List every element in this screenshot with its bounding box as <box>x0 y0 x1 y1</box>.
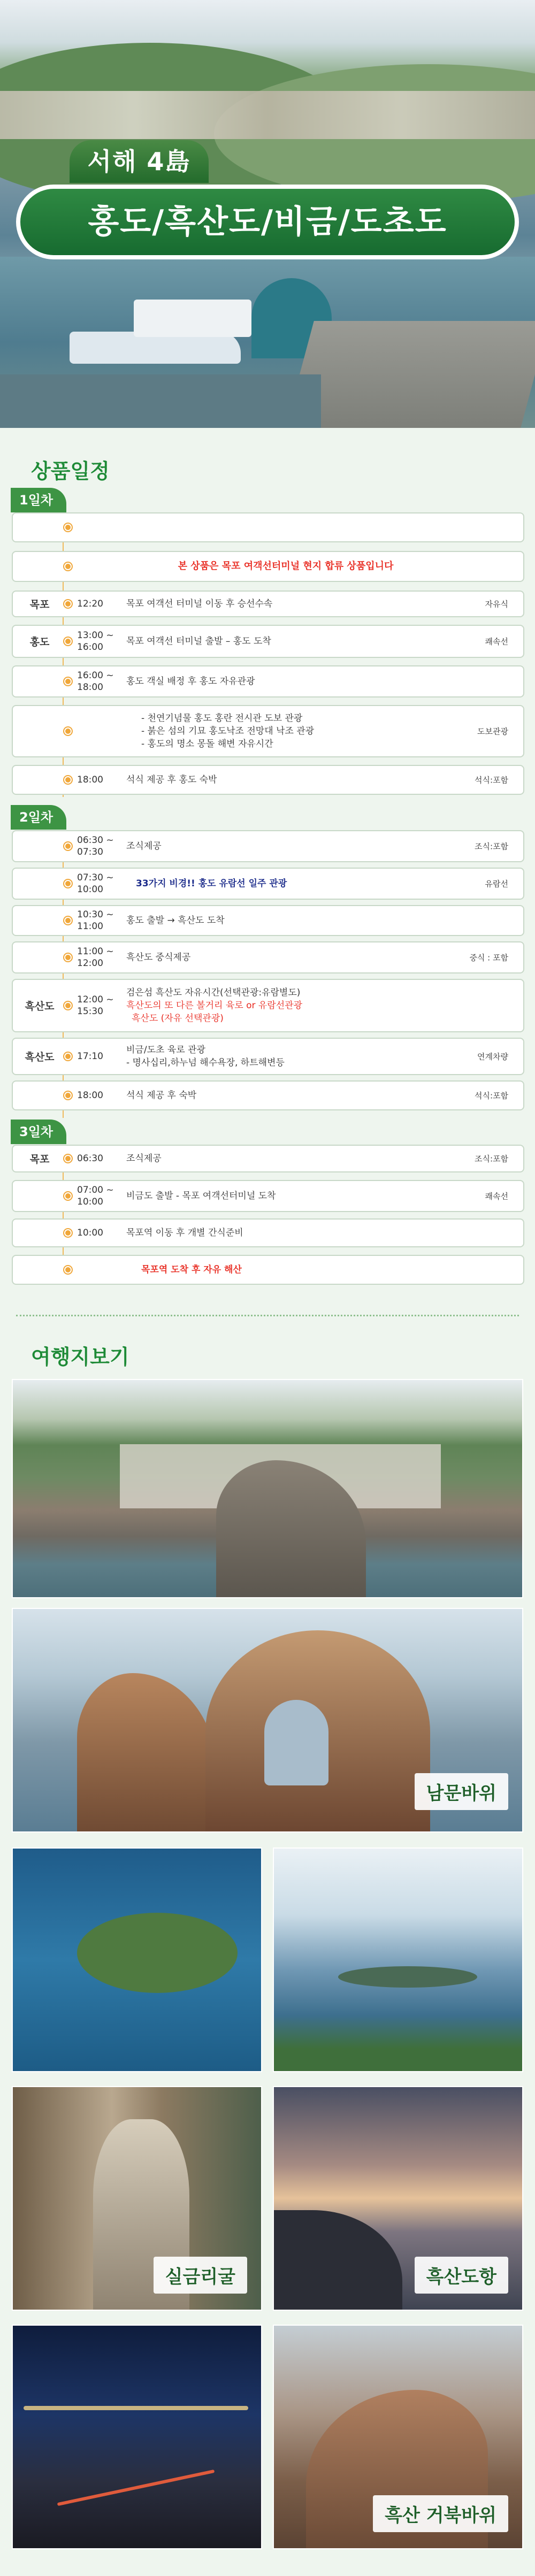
row-time: 18:00 <box>77 775 103 785</box>
row-desc: 흑산도 중식제공 <box>126 952 191 963</box>
schedule-row <box>12 1218 524 1247</box>
row-desc <box>141 712 473 750</box>
schedule-row <box>12 1180 524 1212</box>
timeline-dot <box>64 1229 72 1237</box>
schedule-row <box>12 979 524 1032</box>
notice-text: 목포역 도착 후 자유 해산 <box>141 1264 242 1275</box>
photo-caption: 실금리굴 <box>154 2257 247 2294</box>
row-time: 10:00 <box>77 1228 103 1238</box>
row-note: 도보관광 <box>477 726 508 737</box>
schedule-row <box>12 868 524 900</box>
gallery-photo-sea-view <box>273 1847 523 2072</box>
schedule-row <box>12 765 524 795</box>
day1-label: 1일차 <box>11 488 66 512</box>
row-desc: 석식 제공 후 홍도 숙박 <box>126 775 217 785</box>
timeline-dot <box>64 842 72 850</box>
timeline-dot <box>64 524 72 531</box>
row-desc: 목포역 이동 후 개별 간식준비 <box>126 1228 243 1238</box>
schedule-row <box>12 941 524 973</box>
schedule-row <box>12 830 524 862</box>
hero-title: 홍도/흑산도/비금/도초도 <box>20 189 515 255</box>
schedule-row <box>12 705 524 757</box>
timeline-dot <box>64 917 72 924</box>
schedule-row <box>12 1145 524 1172</box>
desc-line: 검은섬 흑산도 자유시간(선택관광:유람별도) <box>126 987 301 998</box>
timeline-dot <box>64 563 72 570</box>
desc-line: 흑산도의 또 다른 볼거리 육로 or 유람선관광 <box>126 1000 302 1011</box>
row-desc: 목포 여객선 터미널 출발 – 홍도 도착 <box>126 636 271 647</box>
schedule-row <box>12 665 524 697</box>
photo-caption: 남문바위 <box>415 1773 508 1810</box>
gallery-title: 여행지보기 <box>31 1345 129 1369</box>
desc-line: 비금/도초 육로 관광 <box>126 1045 205 1055</box>
photo-caption: 흑산 거북바위 <box>373 2495 508 2532</box>
row-time: 12:20 <box>77 599 103 609</box>
row-note: 유람선 <box>485 879 508 889</box>
row-time: 16:00 ~ 18:00 <box>77 670 114 693</box>
schedule-row <box>12 905 524 936</box>
timeline-dot <box>64 1053 72 1060</box>
row-note: 조식:포함 <box>474 841 508 852</box>
desc-line: 흑산도 (자유 선택관광) <box>132 1013 224 1024</box>
day2-label: 2일차 <box>11 805 66 830</box>
desc-line: - 붉은 섬의 기묘 홍도낙조 전망대 낙조 관광 <box>141 726 315 737</box>
timeline-dot <box>64 678 72 685</box>
row-desc: 33가지 비경!! 홍도 유람선 일주 관광 <box>136 878 287 889</box>
row-time: 18:00 <box>77 1090 103 1101</box>
row-note: 쾌속선 <box>485 1191 508 1201</box>
row-place: 목포 <box>29 599 50 611</box>
timeline-dot <box>64 776 72 784</box>
row-note: 조식:포함 <box>474 1154 508 1164</box>
row-note: 석식:포함 <box>474 1091 508 1101</box>
notice-text: 본 상품은 목포 여객선터미널 현지 합류 상품입니다 <box>178 561 394 572</box>
row-time: 13:00 ~ 16:00 <box>77 630 114 653</box>
row-desc: 비금도 출발 - 목포 여객선터미널 도착 <box>126 1191 276 1201</box>
gallery-photo-turtle-rock <box>273 2325 523 2549</box>
row-time: 10:30 ~ 11:00 <box>77 909 114 932</box>
timeline-dot <box>64 1155 72 1162</box>
schedule-title: 상품일정 <box>31 459 110 483</box>
hero-title-frame <box>16 185 519 259</box>
row-time: 12:00 ~ 15:30 <box>77 994 114 1017</box>
gallery-photo-silgeumni-cave <box>12 2086 262 2311</box>
schedule-row <box>12 1255 524 1285</box>
timeline-dot <box>64 1002 72 1009</box>
schedule-row <box>12 551 524 582</box>
timeline-dot <box>64 1192 72 1200</box>
row-place: 홍도 <box>29 636 50 648</box>
schedule-row <box>12 1038 524 1075</box>
gallery-photo-island-aerial <box>12 1847 262 2072</box>
photo-caption: 흑산도항 <box>415 2257 508 2294</box>
row-desc: 석식 제공 후 숙박 <box>126 1090 197 1101</box>
row-note: 쾌속선 <box>485 637 508 647</box>
row-desc: 조식제공 <box>126 1153 162 1164</box>
timeline-dot <box>64 954 72 961</box>
row-place: 목포 <box>29 1153 50 1166</box>
schedule-row <box>12 625 524 658</box>
row-note: 중식 : 포함 <box>469 953 508 963</box>
row-note: 석식:포함 <box>474 775 508 785</box>
timeline-dot <box>64 880 72 887</box>
row-time: 17:10 <box>77 1051 103 1062</box>
row-place: 흑산도 <box>25 1051 55 1063</box>
timeline-dot <box>64 638 72 645</box>
timeline-dot <box>64 1092 72 1099</box>
row-time: 11:00 ~ 12:00 <box>77 946 114 969</box>
row-desc: 목포 여객선 터미널 이동 후 승선수속 <box>126 599 273 609</box>
row-place: 흑산도 <box>25 1000 55 1013</box>
gallery-photo-harbor <box>12 1379 523 1598</box>
timeline-dot <box>64 600 72 608</box>
day3-label: 3일차 <box>11 1120 66 1144</box>
desc-line: - 홍도의 명소 몽돌 해변 자유시간 <box>141 739 273 749</box>
row-desc: 홍도 객실 배정 후 홍도 자유관광 <box>126 676 255 687</box>
desc-line: - 천연기념물 홍도 홍란 전시관 도보 관광 <box>141 713 303 724</box>
row-desc: 조식제공 <box>126 841 162 852</box>
row-time: 06:30 <box>77 1153 103 1164</box>
timeline-dot <box>64 727 72 735</box>
row-note: 연계차량 <box>477 1052 508 1062</box>
gallery-photo-nammunbawi <box>12 1608 523 1833</box>
hero-banner <box>0 0 535 428</box>
timeline-dot <box>64 1266 72 1274</box>
schedule-row <box>12 1080 524 1110</box>
row-time: 07:30 ~ 10:00 <box>77 872 114 895</box>
row-desc <box>126 986 458 1025</box>
section-divider <box>16 1315 519 1316</box>
schedule-row <box>12 591 524 617</box>
gallery-photo-heuksando-port <box>273 2086 523 2311</box>
row-desc <box>126 1044 458 1069</box>
row-desc: 홍도 출발 → 흑산도 도착 <box>126 915 225 926</box>
hero-subtitle: 서해 4島 <box>70 140 209 183</box>
desc-line: - 명사십리,하누넘 해수욕장, 하트해변등 <box>126 1057 285 1068</box>
row-note: 자유식 <box>485 599 508 609</box>
schedule-row <box>12 512 524 542</box>
row-time: 06:30 ~ 07:30 <box>77 835 114 857</box>
gallery-photo-night-view <box>12 2325 262 2549</box>
row-time: 07:00 ~ 10:00 <box>77 1185 114 1207</box>
